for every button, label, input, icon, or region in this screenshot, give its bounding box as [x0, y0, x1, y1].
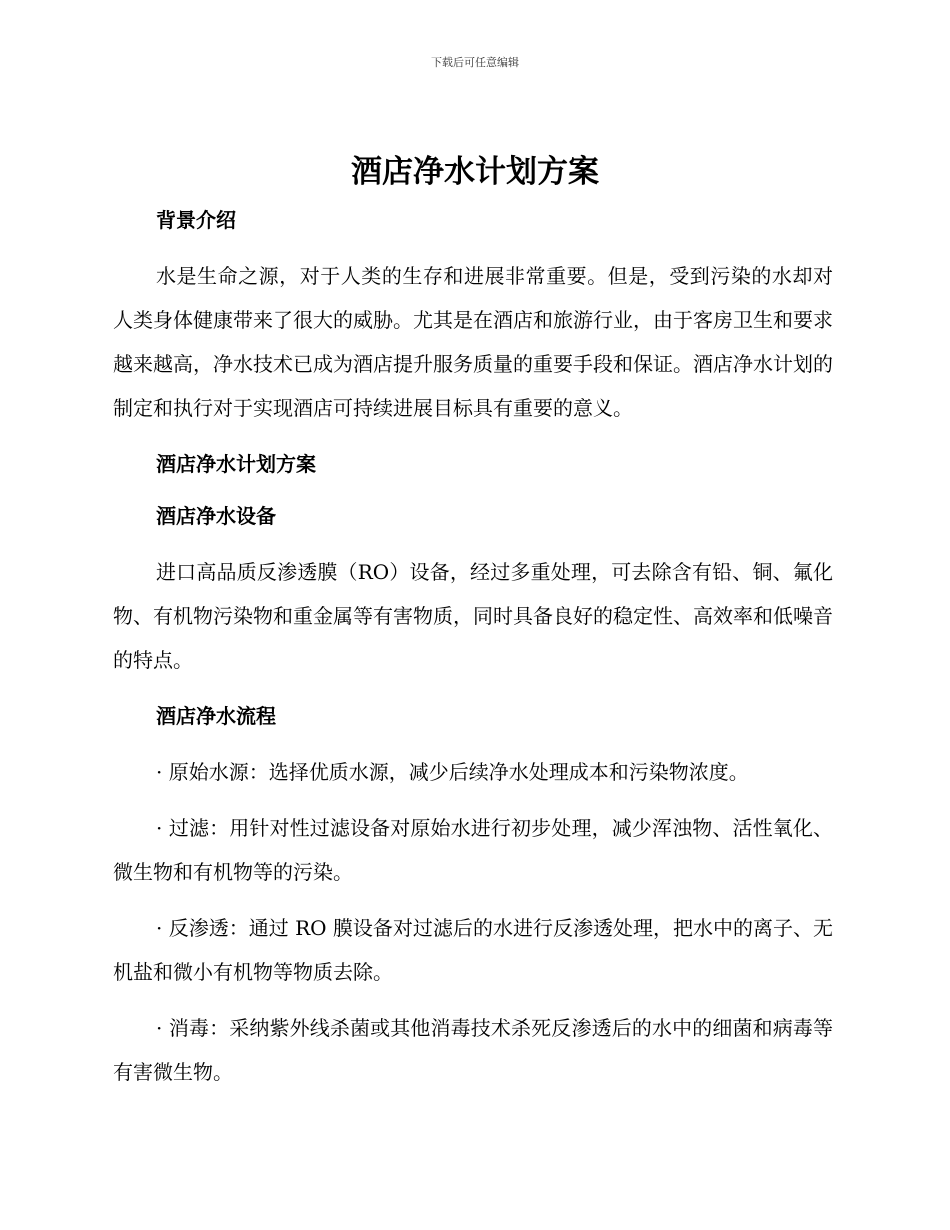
equipment-paragraph: 进口高品质反渗透膜（RO）设备，经过多重处理，可去除含有铅、铜、氟化物、有机物污染物和重金属等有害物质，同时具备良好的稳定性、高效率和低噪音的特点。 [113, 560, 833, 672]
section-heading-background: 背景介绍 [156, 208, 236, 232]
page-header-note: 下载后可任意编辑 [431, 56, 519, 69]
background-paragraph: 水是生命之源，对于人类的生存和进展非常重要。但是，受到污染的水却对人类身体健康带来了很大的威胁。尤其是在酒店和旅游行业，由于客房卫生和要求越来越高，净水技术已成为酒店提升服务质量的重要手段和保证。酒店净水计划的制定和执行对于实现酒店可持续进展目标具有重要的意义。 [113, 264, 833, 420]
process-step: · 原始水源：选择优质水源，减少后续净水处理成本和污染物浓度。 [156, 760, 749, 784]
section-heading-process: 酒店净水流程 [156, 704, 276, 728]
document-body [113, 200, 833, 1094]
section-heading-equipment: 酒店净水设备 [156, 504, 276, 528]
process-step: · 过滤：用针对性过滤设备对原始水进行初步处理，减少浑浊物、活性氧化、微生物和有机物等的污染。 [113, 816, 833, 884]
section-heading-plan: 酒店净水计划方案 [156, 452, 316, 476]
document-title: 酒店净水计划方案 [351, 154, 599, 190]
process-step: · 消毒：采纳紫外线杀菌或其他消毒技术杀死反渗透后的水中的细菌和病毒等有害微生物。 [113, 1016, 833, 1084]
process-step: · 反渗透：通过 RO 膜设备对过滤后的水进行反渗透处理，把水中的离子、无机盐和微小有机物等物质去除。 [113, 916, 833, 984]
